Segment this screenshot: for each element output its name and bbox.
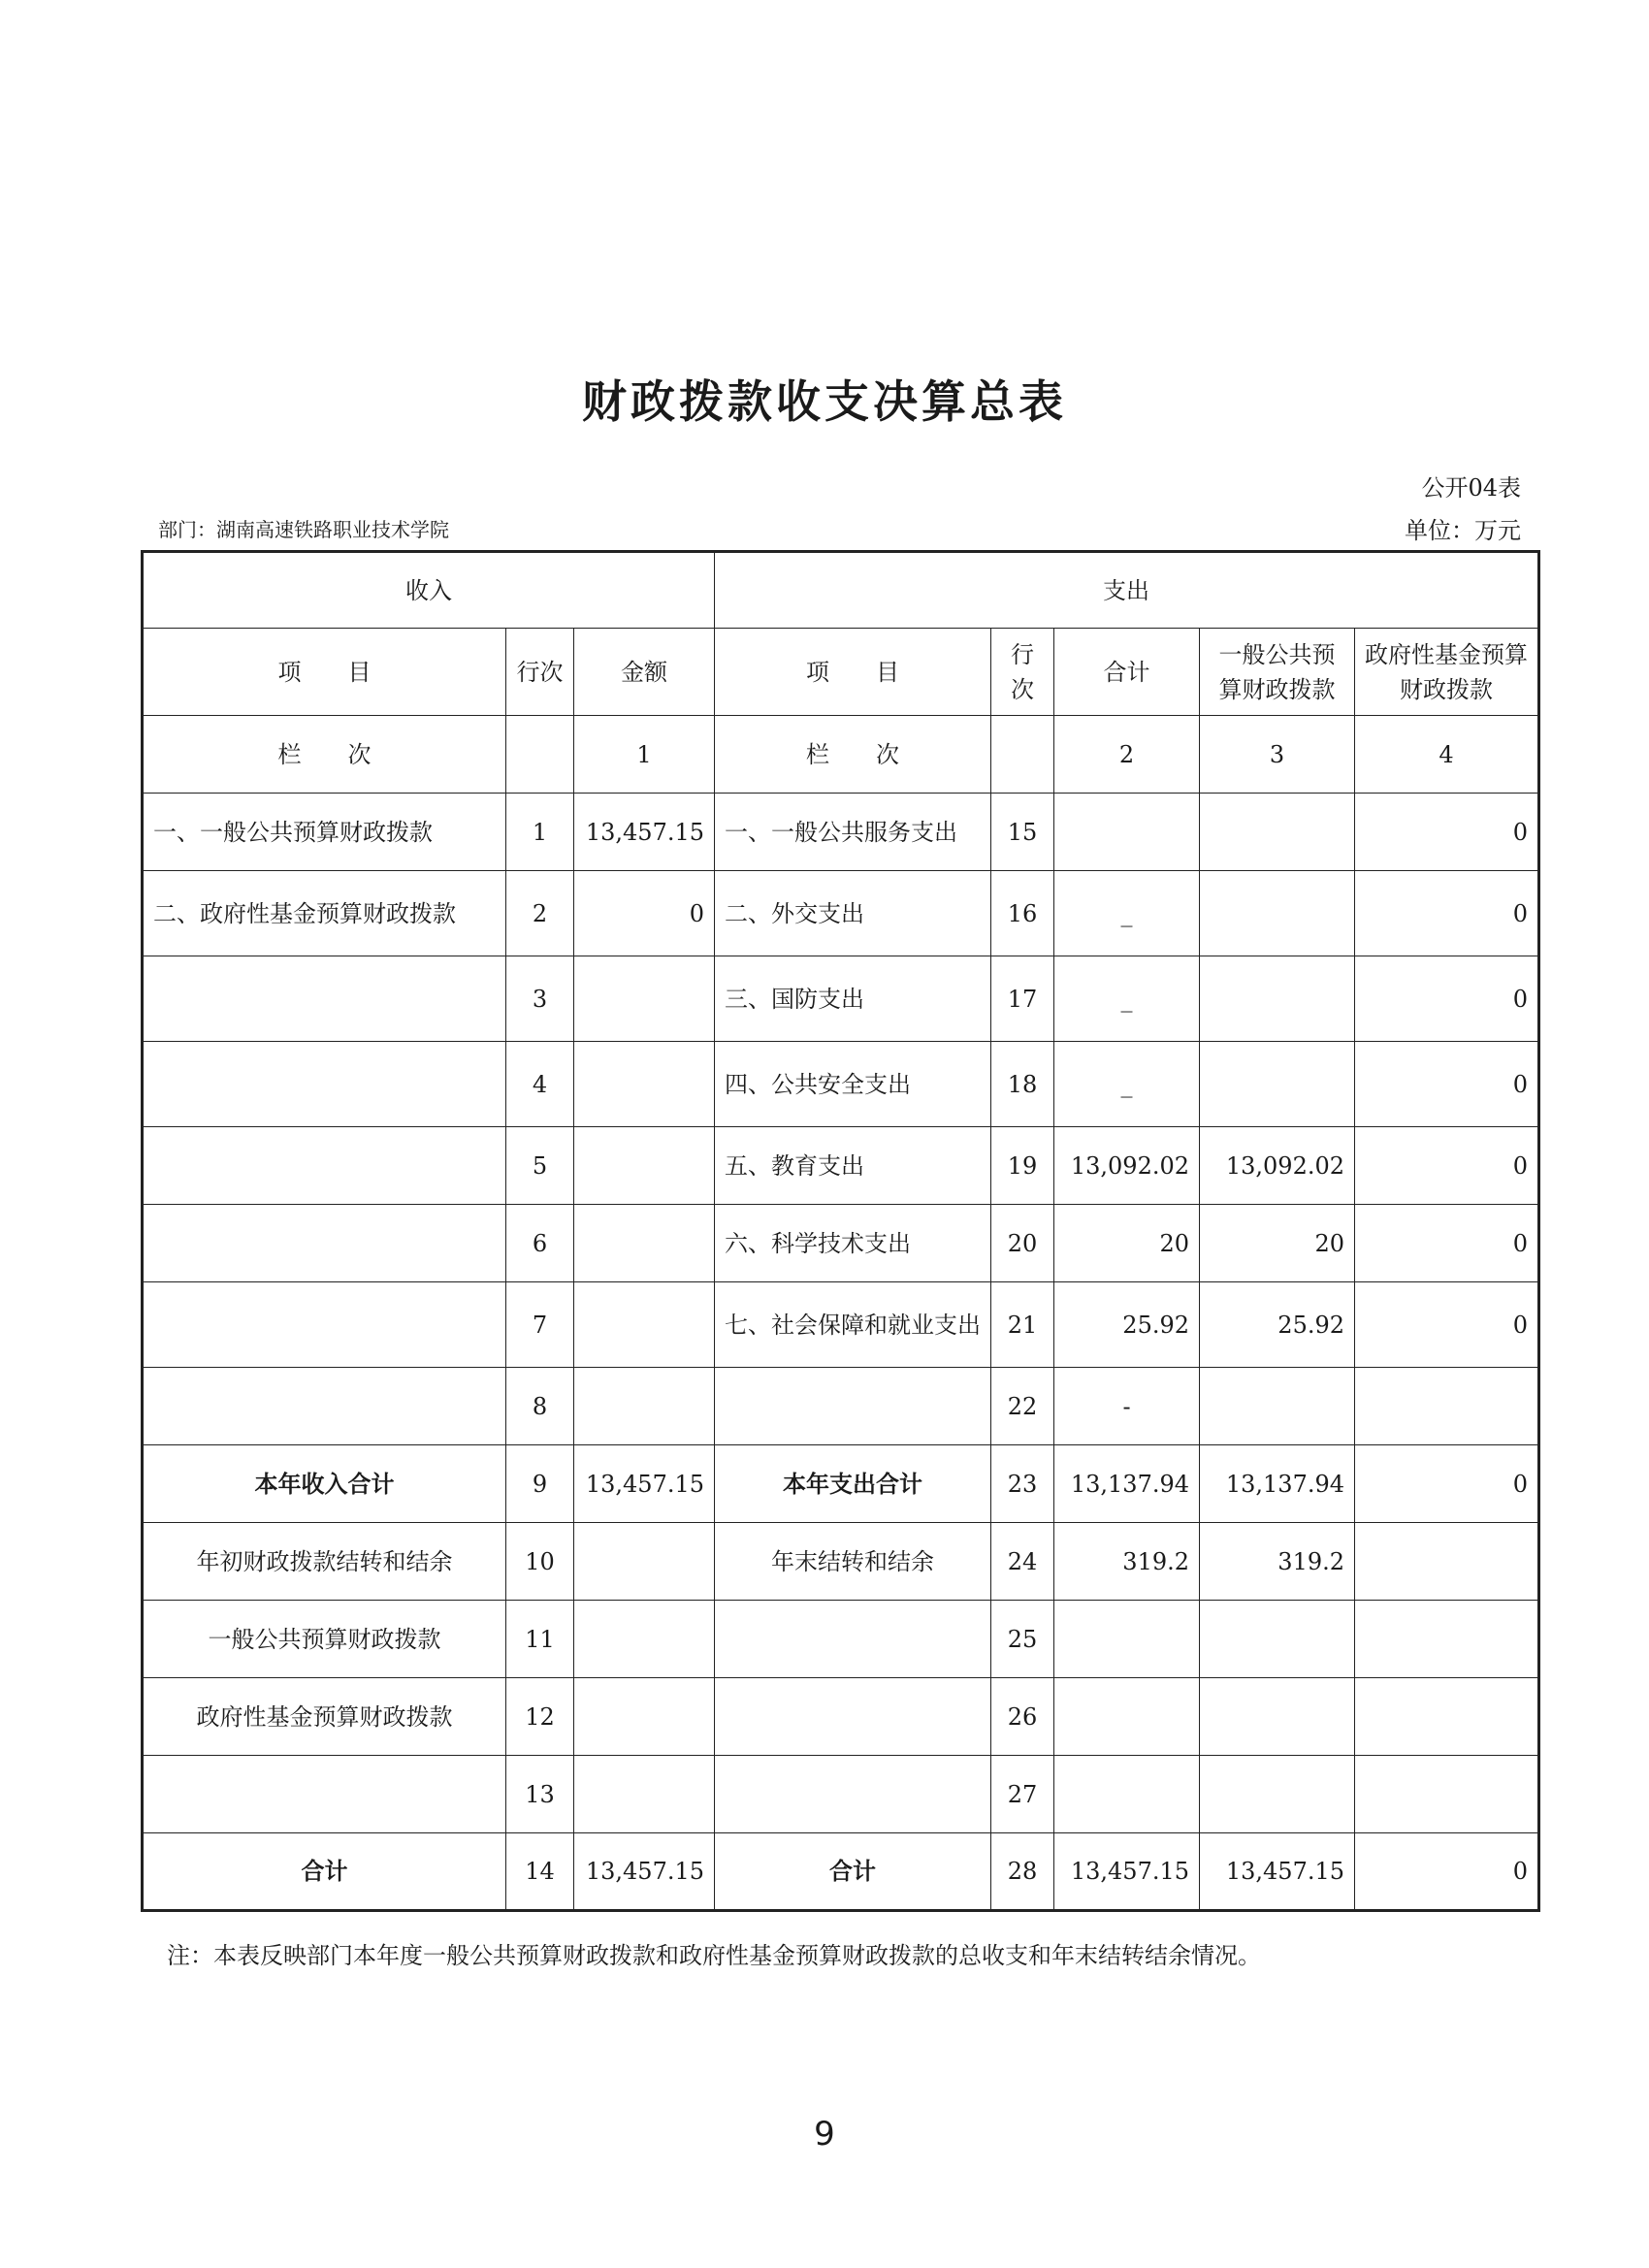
general-budget-cell: 13,137.94 xyxy=(1200,1445,1355,1523)
table-row xyxy=(143,1368,1539,1445)
income-row-no-cell: 2 xyxy=(506,871,574,956)
expense-total-cell: _ xyxy=(1054,956,1200,1042)
expense-item-cell: 六、科学技术支出 xyxy=(715,1205,991,1282)
general-budget-cell: 13,092.02 xyxy=(1200,1127,1355,1205)
table-row xyxy=(143,1523,1539,1601)
gov-fund-cell: 0 xyxy=(1355,1282,1539,1368)
general-budget-cell: 13,457.15 xyxy=(1200,1833,1355,1911)
gov-fund-cell xyxy=(1355,1601,1539,1678)
expense-row-no-cell: 19 xyxy=(991,1127,1054,1205)
general-budget-cell xyxy=(1200,1756,1355,1833)
expense-total-cell: 13,457.15 xyxy=(1054,1833,1200,1911)
expense-row-no-cell: 21 xyxy=(991,1282,1054,1368)
department-label: 部门：湖南高速铁路职业技术学院 xyxy=(158,518,449,541)
income-amount-header: 金额 xyxy=(574,629,715,716)
income-row-no-cell: 4 xyxy=(506,1042,574,1127)
income-amount-cell: 0 xyxy=(574,871,715,956)
table-row xyxy=(143,1678,1539,1756)
expense-header: 支出 xyxy=(715,552,1539,629)
gov-fund-cell: 0 xyxy=(1355,1127,1539,1205)
expense-item-cell: 二、外交支出 xyxy=(715,871,991,956)
table-row xyxy=(143,1756,1539,1833)
income-row-no-cell: 6 xyxy=(506,1205,574,1282)
gov-fund-cell: 0 xyxy=(1355,956,1539,1042)
expense-row-no-cell: 22 xyxy=(991,1368,1054,1445)
expense-row-no-cell: 25 xyxy=(991,1601,1054,1678)
income-item-cell xyxy=(143,956,506,1042)
gov-fund-cell xyxy=(1355,1523,1539,1601)
expense-row-no-cell: 27 xyxy=(991,1756,1054,1833)
general-budget-cell: 319.2 xyxy=(1200,1523,1355,1601)
expense-total-cell: _ xyxy=(1054,1042,1200,1127)
income-item-cell: 一、一般公共预算财政拨款 xyxy=(143,794,506,871)
income-amount-cell xyxy=(574,1523,715,1601)
expense-item-cell: 四、公共安全支出 xyxy=(715,1042,991,1127)
income-item-cell xyxy=(143,1042,506,1127)
expense-row-no-cell: 20 xyxy=(991,1205,1054,1282)
gov-fund-cell xyxy=(1355,1756,1539,1833)
income-amount-cell: 13,457.15 xyxy=(574,794,715,871)
expense-total-cell xyxy=(1054,1678,1200,1756)
table-row xyxy=(143,956,1539,1042)
income-row-no-header: 行次 xyxy=(506,629,574,716)
income-row-no-cell: 14 xyxy=(506,1833,574,1911)
expense-item-cell: 五、教育支出 xyxy=(715,1127,991,1205)
expense-item-cell: 本年支出合计 xyxy=(715,1445,991,1523)
expense-row-no-cell: 23 xyxy=(991,1445,1054,1523)
general-budget-header: 一般公共预算财政拨款 xyxy=(1200,629,1355,716)
table-row xyxy=(143,1445,1539,1523)
expense-row-no-cell: 28 xyxy=(991,1833,1054,1911)
expense-item-cell xyxy=(715,1601,991,1678)
expense-item-cell xyxy=(715,1368,991,1445)
expense-row-no-cell: 18 xyxy=(991,1042,1054,1127)
income-row-no-cell: 10 xyxy=(506,1523,574,1601)
expense-total-cell: 319.2 xyxy=(1054,1523,1200,1601)
expense-item-header: 项 目 xyxy=(715,629,991,716)
table-row xyxy=(143,871,1539,956)
expense-row-no-cell: 17 xyxy=(991,956,1054,1042)
general-budget-cell xyxy=(1200,871,1355,956)
general-budget-cell xyxy=(1200,1678,1355,1756)
income-amount-cell xyxy=(574,1282,715,1368)
income-amount-cell: 13,457.15 xyxy=(574,1445,715,1523)
page-title: 财政拨款收支决算总表 xyxy=(582,375,1067,428)
expense-row-no-cell: 15 xyxy=(991,794,1054,871)
general-budget-cell: 25.92 xyxy=(1200,1282,1355,1368)
income-item-cell: 年初财政拨款结转和结余 xyxy=(143,1523,506,1601)
gov-fund-cell: 0 xyxy=(1355,1042,1539,1127)
income-amount-cell xyxy=(574,1127,715,1205)
income-row-no-cell: 5 xyxy=(506,1127,574,1205)
column-order-label: 栏 次 xyxy=(715,716,991,794)
income-item-cell: 二、政府性基金预算财政拨款 xyxy=(143,871,506,956)
income-item-cell xyxy=(143,1282,506,1368)
income-header: 收入 xyxy=(143,552,715,629)
table-row xyxy=(143,1127,1539,1205)
expense-total-cell: 13,092.02 xyxy=(1054,1127,1200,1205)
income-row-no-cell: 1 xyxy=(506,794,574,871)
gov-fund-header: 政府性基金预算财政拨款 xyxy=(1355,629,1539,716)
table-row xyxy=(143,1282,1539,1368)
income-item-cell: 本年收入合计 xyxy=(143,1445,506,1523)
income-amount-cell xyxy=(574,1756,715,1833)
income-item-cell: 政府性基金预算财政拨款 xyxy=(143,1678,506,1756)
gov-fund-cell: 0 xyxy=(1355,871,1539,956)
col-3-label: 3 xyxy=(1200,716,1355,794)
gov-fund-cell: 0 xyxy=(1355,1205,1539,1282)
income-amount-cell xyxy=(574,1205,715,1282)
table-row xyxy=(143,794,1539,871)
income-item-cell xyxy=(143,1127,506,1205)
general-budget-cell xyxy=(1200,1042,1355,1127)
income-row-no-cell: 13 xyxy=(506,1756,574,1833)
income-row-no-cell: 3 xyxy=(506,956,574,1042)
expense-item-cell: 合计 xyxy=(715,1833,991,1911)
page-number: 9 xyxy=(814,2115,835,2154)
income-item-cell: 合计 xyxy=(143,1833,506,1911)
income-row-no-cell: 11 xyxy=(506,1601,574,1678)
gov-fund-cell: 0 xyxy=(1355,1445,1539,1523)
gov-fund-cell: 0 xyxy=(1355,794,1539,871)
expense-total-cell: 20 xyxy=(1054,1205,1200,1282)
expense-row-no-cell: 16 xyxy=(991,871,1054,956)
income-amount-cell xyxy=(574,1368,715,1445)
expense-total-cell: 25.92 xyxy=(1054,1282,1200,1368)
general-budget-cell xyxy=(1200,1601,1355,1678)
table-row xyxy=(143,1601,1539,1678)
expense-row-no-cell: 24 xyxy=(991,1523,1054,1601)
expense-item-cell xyxy=(715,1756,991,1833)
expense-item-cell: 一、一般公共服务支出 xyxy=(715,794,991,871)
expense-item-cell xyxy=(715,1678,991,1756)
expense-total-cell: 13,137.94 xyxy=(1054,1445,1200,1523)
budget-summary-table xyxy=(141,550,1540,1912)
income-row-no-cell: 7 xyxy=(506,1282,574,1368)
income-item-cell xyxy=(143,1756,506,1833)
income-row-no-cell: 8 xyxy=(506,1368,574,1445)
income-amount-cell xyxy=(574,956,715,1042)
expense-total-cell xyxy=(1054,1756,1200,1833)
expense-total-header: 合计 xyxy=(1054,629,1200,716)
expense-item-cell: 七、社会保障和就业支出 xyxy=(715,1282,991,1368)
income-amount-cell: 13,457.15 xyxy=(574,1833,715,1911)
income-row-no-cell: 9 xyxy=(506,1445,574,1523)
expense-total-cell: - xyxy=(1054,1368,1200,1445)
income-amount-cell xyxy=(574,1601,715,1678)
general-budget-cell xyxy=(1200,956,1355,1042)
col-4-label: 4 xyxy=(1355,716,1539,794)
income-amount-cell xyxy=(574,1678,715,1756)
gov-fund-cell xyxy=(1355,1368,1539,1445)
income-item-header: 项 目 xyxy=(143,629,506,716)
general-budget-cell xyxy=(1200,1368,1355,1445)
income-item-cell xyxy=(143,1368,506,1445)
col-2-label: 2 xyxy=(1054,716,1200,794)
expense-item-cell: 三、国防支出 xyxy=(715,956,991,1042)
form-number: 公开04表 xyxy=(1421,474,1521,502)
col-1-label: 1 xyxy=(574,716,715,794)
table-note: 注：本表反映部门本年度一般公共预算财政拨款和政府性基金预算财政拨款的总收支和年末结转结余情况。 xyxy=(167,1942,1261,1969)
general-budget-cell xyxy=(1200,794,1355,871)
expense-total-cell xyxy=(1054,794,1200,871)
table-row xyxy=(143,1042,1539,1127)
general-budget-cell: 20 xyxy=(1200,1205,1355,1282)
gov-fund-cell xyxy=(1355,1678,1539,1756)
expense-row-no-cell: 26 xyxy=(991,1678,1054,1756)
expense-total-cell xyxy=(1054,1601,1200,1678)
income-row-no-cell: 12 xyxy=(506,1678,574,1756)
table-row xyxy=(143,1205,1539,1282)
expense-item-cell: 年末结转和结余 xyxy=(715,1523,991,1601)
table-row xyxy=(143,1833,1539,1911)
expense-total-cell: _ xyxy=(1054,871,1200,956)
income-amount-cell xyxy=(574,1042,715,1127)
expense-row-no-header: 行次 xyxy=(991,629,1054,716)
income-item-cell: 一般公共预算财政拨款 xyxy=(143,1601,506,1678)
unit-label: 单位：万元 xyxy=(1405,517,1521,544)
income-item-cell xyxy=(143,1205,506,1282)
gov-fund-cell: 0 xyxy=(1355,1833,1539,1911)
column-order-label: 栏 次 xyxy=(143,716,506,794)
